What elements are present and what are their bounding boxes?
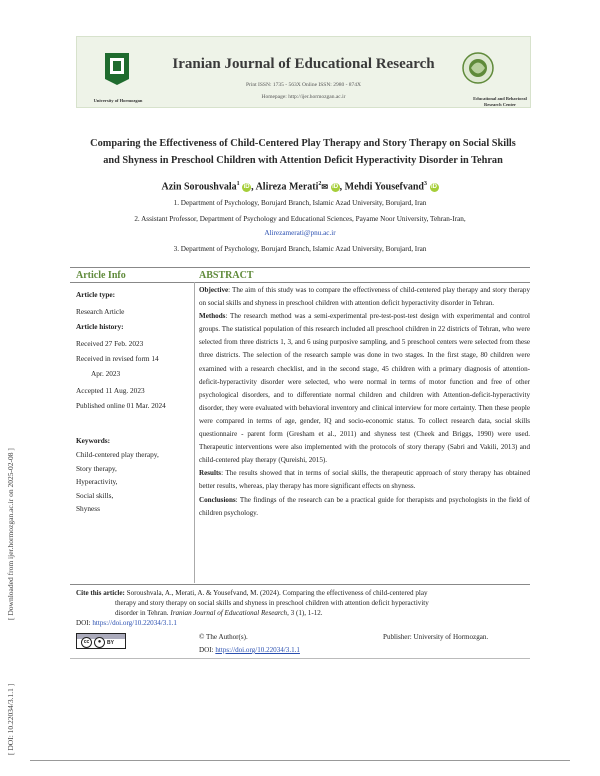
author-separator: , [339,181,345,193]
publisher-note: Publisher: University of Hormozgan. [383,633,489,641]
author-separator: , [251,181,256,193]
article-history-label: Article history: [76,322,124,331]
author-name: Azin Soroushvala [161,181,237,193]
article-info-heading: Article Info [76,270,126,281]
keywords-label: Keywords: [76,436,111,445]
section-header-rule [70,282,530,283]
research-center-caption: Educational and Behavioral Research Center [473,96,527,107]
article-type-label: Article type: [76,290,116,299]
author-list [0,181,600,192]
citation-block [76,588,530,628]
author-sup: 1 [236,181,240,187]
orcid-icon[interactable]: iD [332,184,339,191]
abstract-heading: ABSTRACT [199,270,254,281]
footer-doi [199,646,300,654]
cite-journal: Iranian Journal of Educational Research [170,609,288,617]
cite-text: , 3 (1), 1-12. [287,609,323,617]
revised-date: Received in revised form 14 [76,354,159,363]
doi-label: DOI: [76,619,93,627]
results-text: : The results showed that in terms of social skills, the therapeutic approach of story therapy has obtained better results, whereas, play therapy has more significant effects on shyness. [199,469,530,491]
keyword-list [76,448,192,516]
author-sup: 3 [424,181,427,187]
results-label: Results [199,469,222,478]
methods-text: : The research method was a semi-experimental pre-test-post-test design with experimental and control groups. The statistical population of this research included all preschool children in 22 districts of Tehran, who were selected from three districts 1, 3, and 6 using purposive sampling, and 5 preschool centers were selected from these three districts. The selection of the research sample was done in two stages. In the first stage, 80 children were examined with a research checklist, and in the second stage, 45 children with a primary diagnosis of attention-deficit-hyperactivity disorder were selected, who were normal in terms of motor function and free of other psychological disorders, and to differentiate normal children and children with Attention-deficit-hyperactivity disorder, they were evaluated with behavioral inventory and clinical interview for more certainty. Then these people were compared in terms of age, gender, IQ and socio-economic status. To collect research data, social skills questionnaire - parent form (Gresham et al., 2011) and shyness test (Cheek and Briggs, 1990) were used. Therapeutic interventions were also implemented with the protocols of story therapy (Sabri and Vakili, 2013) and child-centered play therapy (Qureishi, 2015). [199,312,530,465]
keyword-item: Social skills, [76,490,114,500]
citation-line [76,588,530,598]
affiliation-2: 2. Assistant Professor, Department of Psychology and Educational Sciences, Payame Noor University, Tehran-Iran, [134,215,466,223]
accepted-date: Accepted 11 Aug. 2023 [76,386,145,395]
article-info-panel [76,287,192,516]
paper-title-line: and Shyness in Preschool Children with Attention Deficit Hyperactivity Disorder in Tehran [103,155,503,166]
doi-label: DOI: [199,646,216,654]
cc-license-badge[interactable] [76,633,126,649]
keyword-item: Story therapy, [76,463,117,473]
paper-title [70,135,536,169]
paper-title-line: Comparing the Effectiveness of Child-Centered Play Therapy and Story Therapy on Social Skills [90,138,516,149]
abstract-conclusions [199,494,530,520]
affiliation-1: 1. Department of Psychology, Borujard Branch, Islamic Azad University, Borujard, Iran [173,199,427,207]
footer-rule [70,658,530,659]
cite-text: disorder in Tehran. [115,609,171,617]
section-bottom-rule [70,584,530,585]
orcid-icon[interactable]: iD [243,184,250,191]
keyword-item: Child-centered play therapy, [76,450,159,459]
objective-label: Objective [199,286,229,294]
cite-label: Cite this article: [76,589,125,597]
methods-label: Methods [199,312,226,321]
column-divider [194,282,195,583]
conclusions-text: : The findings of the research can be a practical guide for therapists and psychologists in the field of children psychology. [199,495,530,517]
abstract-methods [199,310,530,467]
author-name: Alireza Merati [255,181,319,193]
doi-link[interactable]: https://doi.org/10.22034/3.1.1 [92,619,177,627]
abstract-results [199,467,530,493]
mail-icon[interactable]: ✉ [321,182,329,192]
research-center-logo [461,51,495,85]
issn-line: Print ISSN: 1735 - 563X Online ISSN: 2980 - 874X [245,82,362,88]
orcid-icon[interactable]: iD [431,184,437,191]
abstract-objective [199,284,530,310]
received-date: Received 27 Feb. 2023 [76,339,144,348]
university-logo [104,52,130,86]
author-name: Mehdi Yousefvand [344,181,424,193]
revised-date-cont: Apr. 2023 [91,369,121,378]
cite-text: Soroushvala, A., Merati, A. & Yousefvand, M. (2024). Comparing the effectiveness of child-centered play [124,589,428,597]
side-doi-note: [ DOI: 10.22034/3.1.1 ] [6,683,15,755]
by-label: BY [107,640,114,646]
university-logo-caption: University of Hormozgan [93,98,143,103]
side-download-note: [ Downloaded from ijer.hormozgan.ac.ir on 2025-02-08 ] [6,448,15,620]
page-bottom-rule [30,760,570,761]
article-type-value: Research Article [76,307,125,316]
citation-line [76,608,530,618]
attribution-icon: ● [94,637,105,648]
conclusions-label: Conclusions [199,495,236,504]
objective-text: : The aim of this study was to compare the effectiveness of child-centered play therapy and story therapy on social skills and shyness in preschool children with attention deficit hyperactivity disorder in Tehran. [199,286,530,308]
author-email-link[interactable]: Alirezamerati@pnu.ac.ir [264,229,336,237]
affiliation-3: 3. Department of Psychology, Borujard Branch, Islamic Azad University, Borujard, Iran [173,245,427,253]
copyright-note: © The Author(s). [199,633,248,641]
published-date: Published online 01 Mar. 2024 [76,401,166,410]
author-sup: 2 [318,181,322,187]
doi-link[interactable]: https://doi.org/10.22034/3.1.1 [215,646,300,654]
citation-line: therapy and story therapy on social skills and shyness in preschool children with attention deficit hyperactivity [115,599,429,607]
journal-title: Iranian Journal of Educational Research [172,56,435,72]
homepage-line: Homepage: http://ijer.hormozgan.ac.ir [261,94,346,100]
abstract-body [199,284,530,520]
citation-doi [76,618,530,628]
keyword-item: Shyness [76,504,100,513]
section-top-rule [70,267,530,268]
keyword-item: Hyperactivity, [76,477,118,486]
cc-icon: cc [81,637,92,648]
